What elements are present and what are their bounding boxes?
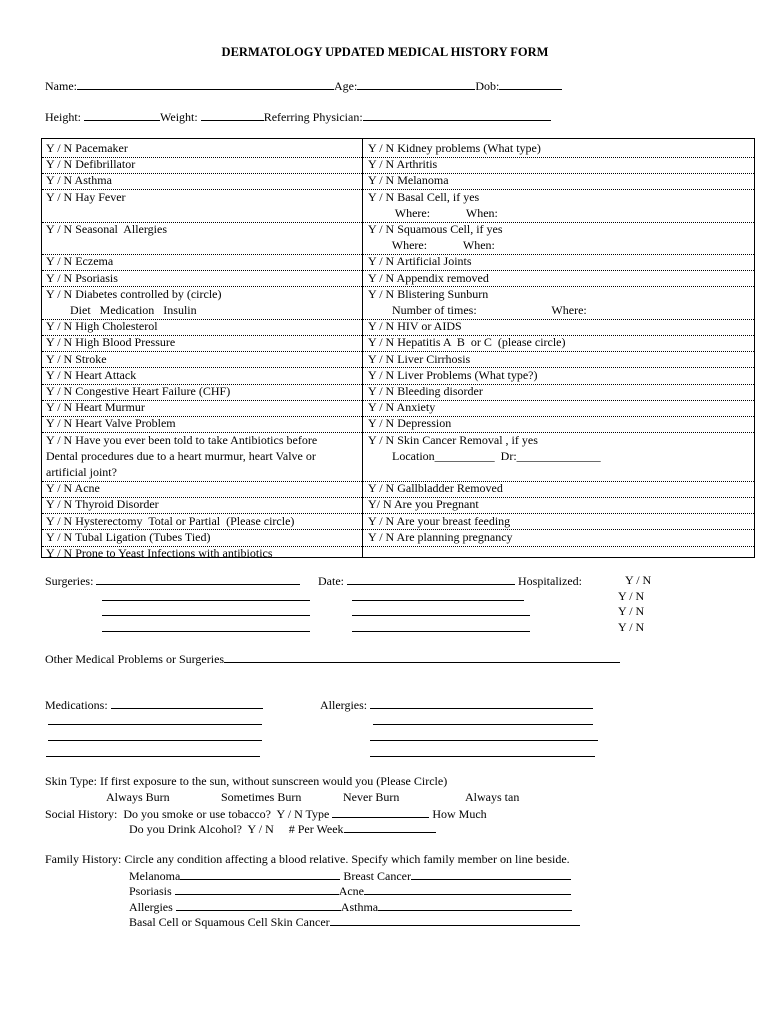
family-breast-cancer-field[interactable] xyxy=(411,868,571,880)
medications-label: Medications: xyxy=(45,698,111,712)
right-condition-row-7-line-1: Number of times: Where: xyxy=(368,303,587,317)
allergy-field-3[interactable] xyxy=(370,729,598,741)
left-condition-row-4-line-0[interactable]: Y / N Seasonal Allergies xyxy=(46,222,167,236)
right-condition-row-4-line-0[interactable]: Y / N Squamous Cell, if yes xyxy=(368,222,503,236)
surgery-field-2[interactable] xyxy=(102,589,310,601)
allergy-field-2[interactable] xyxy=(373,713,593,725)
conditions-table xyxy=(41,138,755,558)
family-psoriasis-label: Psoriasis xyxy=(129,884,175,898)
hospitalized-label: Hospitalized: xyxy=(515,574,582,588)
surgeries-label: Surgeries: xyxy=(45,574,97,588)
family-acne-label: Acne xyxy=(338,884,365,898)
right-row-divider xyxy=(363,546,754,547)
allergies-line xyxy=(320,697,593,713)
surgery-field-1[interactable] xyxy=(96,573,300,585)
weight-field[interactable] xyxy=(201,109,264,121)
right-condition-row-7-line-0[interactable]: Y / N Blistering Sunburn xyxy=(368,286,489,301)
right-condition-row-9-line-0[interactable]: Y / N Hepatitis A B or C (please circle) xyxy=(368,335,566,350)
family-row-3 xyxy=(129,899,572,915)
left-condition-row-20-line-0[interactable]: Y / N Prone to Yeast Infections with antibiotics xyxy=(46,546,273,560)
family-history-intro: Family History: Circle any condition affecting a blood relative. Specify which family member on line beside. xyxy=(45,852,570,866)
age-label: Age: xyxy=(334,79,358,93)
skin-option-always-tan[interactable]: Always tan xyxy=(465,790,520,804)
hospitalized-yn-2[interactable]: Y / N xyxy=(618,589,645,603)
dob-label: Dob: xyxy=(475,79,500,93)
family-asthma-field[interactable] xyxy=(378,899,572,911)
hospitalized-yn-1[interactable]: Y / N xyxy=(625,573,652,587)
other-problems-label: Other Medical Problems or Surgeries xyxy=(45,652,225,666)
surgery-date-field-4[interactable] xyxy=(352,620,530,632)
how-much-label: How Much xyxy=(429,807,487,821)
hospitalized-yn-3[interactable]: Y / N xyxy=(618,604,645,618)
form-title: DERMATOLOGY UPDATED MEDICAL HISTORY FORM xyxy=(221,45,549,59)
skin-option-sometimes-burn[interactable]: Sometimes Burn xyxy=(221,790,302,804)
right-condition-row-15-line-0[interactable]: Y / N Skin Cancer Removal , if yes xyxy=(368,432,538,447)
family-breast-cancer-label: Breast Cancer xyxy=(343,869,411,883)
left-condition-row-12-line-0[interactable]: Y / N Congestive Heart Failure (CHF) xyxy=(46,384,231,398)
left-condition-row-11-line-0[interactable]: Y / N Heart Attack xyxy=(46,367,137,382)
alcohol-line xyxy=(129,821,436,837)
surgery-field-3[interactable] xyxy=(102,604,310,616)
alcohol-per-week-field[interactable] xyxy=(344,821,436,833)
dob-field[interactable] xyxy=(499,78,562,90)
family-melanoma-field[interactable] xyxy=(180,868,340,880)
left-condition-row-15-line-2: artificial joint? xyxy=(46,465,117,479)
tobacco-type-field[interactable] xyxy=(332,806,429,818)
skin-type-question: Skin Type: If first exposure to the sun, without sunscreen would you (Please Circle) xyxy=(45,774,448,788)
right-condition-row-5-line-0[interactable]: Y / N Artificial Joints xyxy=(368,254,472,269)
left-condition-row-17-line-0[interactable]: Y / N Thyroid Disorder xyxy=(46,497,159,512)
right-condition-row-1-line-0[interactable]: Y / N Arthritis xyxy=(368,157,438,172)
name-line xyxy=(45,78,562,94)
right-condition-row-4-line-1: Where: When: xyxy=(368,238,495,253)
referring-label: Referring Physician: xyxy=(263,110,363,124)
right-condition-row-8-line-0[interactable]: Y / N HIV or AIDS xyxy=(368,319,462,334)
medication-field-3[interactable] xyxy=(48,729,262,741)
right-condition-row-10-line-0[interactable]: Y / N Liver Cirrhosis xyxy=(368,351,471,366)
column-divider xyxy=(362,139,363,557)
surgery-date-line xyxy=(318,573,582,589)
right-condition-row-3-line-0[interactable]: Y / N Basal Cell, if yes xyxy=(368,189,480,204)
name-field[interactable] xyxy=(77,78,334,90)
surgery-date-field-2[interactable] xyxy=(352,589,524,601)
left-condition-row-14-line-0[interactable]: Y / N Heart Valve Problem xyxy=(46,416,176,431)
left-condition-row-0-line-0[interactable]: Y / N Pacemaker xyxy=(46,141,128,155)
family-melanoma-label: Melanoma xyxy=(129,869,181,883)
hospitalized-yn-4[interactable]: Y / N xyxy=(618,620,645,634)
medication-field-1[interactable] xyxy=(111,697,263,709)
left-condition-row-8-line-0[interactable]: Y / N High Cholesterol xyxy=(46,319,158,334)
other-problems-field[interactable] xyxy=(224,651,620,663)
family-asthma-label: Asthma xyxy=(340,900,379,914)
medication-field-2[interactable] xyxy=(48,713,262,725)
left-condition-row-15-line-0[interactable]: Y / N Have you ever been told to take Antibiotics before xyxy=(46,432,318,447)
alcohol-question: Do you Drink Alcohol? Y / N # Per Week xyxy=(129,822,344,836)
left-condition-row-1-line-0[interactable]: Y / N Defibrillator xyxy=(46,157,136,172)
right-condition-row-3-line-1: Where: When: xyxy=(368,205,498,220)
family-row-2 xyxy=(129,883,571,899)
surgery-date-field-3[interactable] xyxy=(352,604,530,616)
right-condition-row-13-line-0[interactable]: Y / N Anxiety xyxy=(368,400,436,415)
name-label: Name: xyxy=(45,79,77,93)
age-field[interactable] xyxy=(357,78,475,90)
medications-line xyxy=(45,697,263,713)
family-allergies-label: Allergies xyxy=(129,900,176,914)
family-allergies-field[interactable] xyxy=(176,899,341,911)
right-condition-row-11-line-0[interactable]: Y / N Liver Problems (What type?) xyxy=(368,367,538,382)
family-psoriasis-field[interactable] xyxy=(175,883,339,895)
right-condition-row-0-line-0[interactable]: Y / N Kidney problems (What type) xyxy=(368,141,541,155)
allergy-field-1[interactable] xyxy=(370,697,593,709)
family-basal-squamous-label: Basal Cell or Squamous Cell Skin Cancer xyxy=(129,915,330,929)
left-condition-row-13-line-0[interactable]: Y / N Heart Murmur xyxy=(46,400,145,415)
other-problems-line xyxy=(45,651,620,667)
family-row-4 xyxy=(129,914,580,930)
left-condition-row-7-line-0[interactable]: Y / N Diabetes controlled by (circle) xyxy=(46,286,222,301)
surgeries-line xyxy=(45,573,300,589)
family-basal-squamous-field[interactable] xyxy=(330,914,580,926)
height-label: Height: xyxy=(45,110,84,124)
family-row-1 xyxy=(129,868,571,884)
allergies-label: Allergies: xyxy=(320,698,371,712)
left-condition-row-7-line-1: Diet Medication Insulin xyxy=(46,303,197,317)
medication-field-4[interactable] xyxy=(46,745,260,757)
right-condition-row-14-line-0[interactable]: Y / N Depression xyxy=(368,416,452,431)
allergy-field-4[interactable] xyxy=(370,745,595,757)
left-condition-row-2-line-0[interactable]: Y / N Asthma xyxy=(46,173,112,188)
weight-label: Weight: xyxy=(160,110,201,124)
surgery-field-4[interactable] xyxy=(102,620,310,632)
date-label: Date: xyxy=(318,574,347,588)
right-condition-row-15-line-1: Location__________ Dr:______________ xyxy=(368,448,601,463)
referring-physician-field[interactable] xyxy=(363,109,551,121)
skin-option-always-burn[interactable]: Always Burn xyxy=(106,790,170,804)
left-condition-row-19-line-0[interactable]: Y / N Tubal Ligation (Tubes Tied) xyxy=(46,529,211,544)
right-condition-row-17-line-0[interactable]: Y/ N Are you Pregnant xyxy=(368,497,479,512)
left-condition-row-10-line-0[interactable]: Y / N Stroke xyxy=(46,351,107,366)
left-condition-row-15-line-1: Dental procedures due to a heart murmur, heart Valve or xyxy=(46,448,316,463)
skin-option-never-burn[interactable]: Never Burn xyxy=(343,790,400,804)
height-weight-line xyxy=(45,109,551,125)
right-condition-row-16-line-0[interactable]: Y / N Gallbladder Removed xyxy=(368,481,503,496)
left-condition-row-6-line-0[interactable]: Y / N Psoriasis xyxy=(46,270,118,285)
right-condition-row-6-line-0[interactable]: Y / N Appendix removed xyxy=(368,270,489,285)
right-condition-row-2-line-0[interactable]: Y / N Melanoma xyxy=(368,173,449,188)
smoking-question: Social History: Do you smoke or use tobacco? Y / N Type xyxy=(45,807,330,821)
left-condition-row-16-line-0[interactable]: Y / N Acne xyxy=(46,481,100,496)
left-condition-row-3-line-0[interactable]: Y / N Hay Fever xyxy=(46,189,126,204)
left-condition-row-5-line-0[interactable]: Y / N Eczema xyxy=(46,254,114,269)
right-condition-row-18-line-0[interactable]: Y / N Are your breast feeding xyxy=(368,513,511,528)
height-field[interactable] xyxy=(84,109,160,121)
surgery-date-field-1[interactable] xyxy=(347,573,515,585)
smoking-line xyxy=(45,806,487,822)
left-condition-row-9-line-0[interactable]: Y / N High Blood Pressure xyxy=(46,335,176,350)
family-acne-field[interactable] xyxy=(364,883,571,895)
right-condition-row-12-line-0[interactable]: Y / N Bleeding disorder xyxy=(368,384,483,398)
right-condition-row-19-line-0[interactable]: Y / N Are planning pregnancy xyxy=(368,529,513,544)
left-condition-row-18-line-0[interactable]: Y / N Hysterectomy Total or Partial (Please circle) xyxy=(46,513,295,528)
